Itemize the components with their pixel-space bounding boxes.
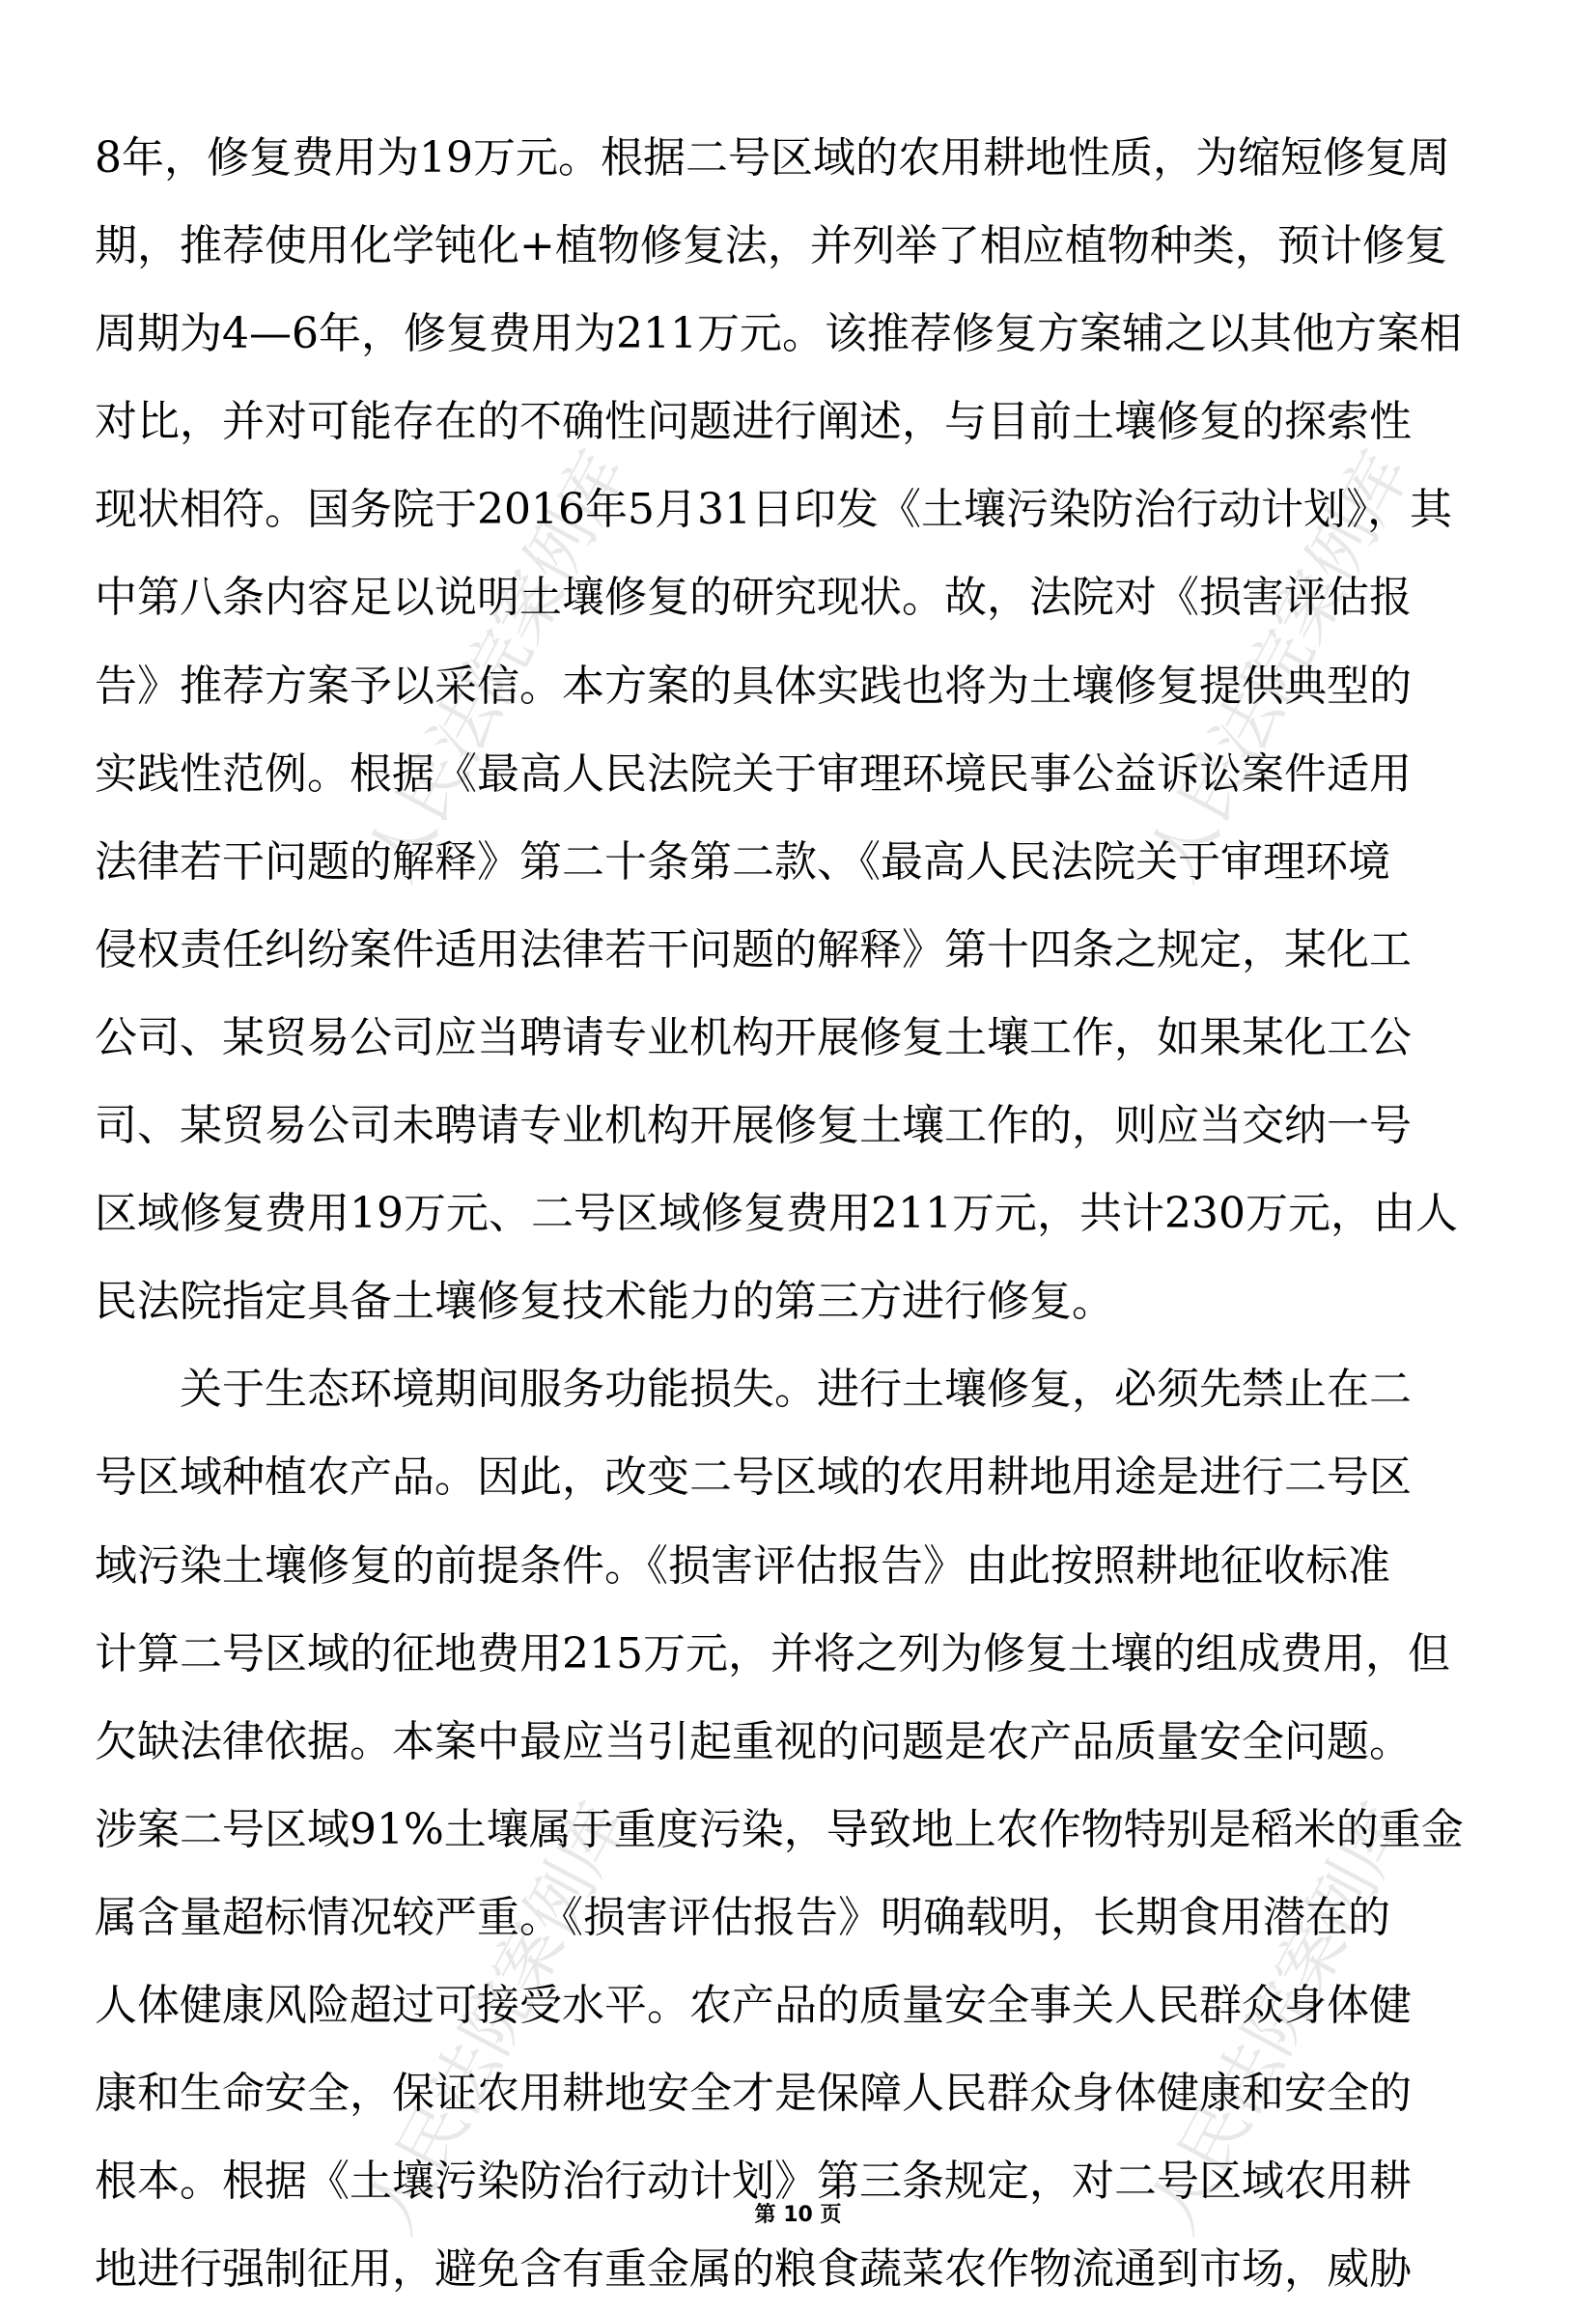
- text-line: 地进行强制征用，避免含有重金属的粮食蔬菜农作物流通到市场，威胁: [95, 2244, 1412, 2295]
- watermark-top-right: 人民法院案例库: [1133, 438, 1425, 894]
- text-line: 周期为4—6年，修复费用为211万元。该推荐修复方案辅之以其他方案相: [95, 309, 1462, 359]
- text-line: 侵权责任纠纷案件适用法律若干问题的解释》第十四条之规定，某化工: [95, 924, 1412, 974]
- text-line: 涉案二号区域91%土壤属于重度污染，导致地上农作物特别是稻米的重金: [95, 1804, 1464, 1854]
- text-line: 期，推荐使用化学钝化+植物修复法，并列举了相应植物种类，预计修复: [95, 221, 1447, 271]
- text-line: 域污染土壤修复的前提条件。《损害评估报告》由此按照耕地征收标准: [95, 1540, 1390, 1591]
- text-line: 关于生态环境期间服务功能损失。进行土壤修复，必须先禁止在二: [95, 1365, 1412, 1415]
- text-line: 区域修复费用19万元、二号区域修复费用211万元，共计230万元，由人: [95, 1189, 1458, 1239]
- text-line: 号区域种植农产品。因此，改变二号区域的农用耕地用途是进行二号区: [95, 1453, 1412, 1503]
- page-number: 第 10 页: [754, 2203, 842, 2227]
- text-line: 中第八条内容足以说明土壤修复的研究现状。故，法院对《损害评估报: [95, 573, 1412, 623]
- text-line: 根本。根据《土壤污染防治行动计划》第三条规定，对二号区域农用耕: [95, 2157, 1412, 2207]
- document-body: [95, 114, 1504, 2313]
- text-line: 法律若干问题的解释》第二十条第二款、《最高人民法院关于审理环境: [95, 836, 1390, 887]
- watermark-top-left: 人民法院案例库: [350, 438, 643, 894]
- text-line: 公司、某贸易公司应当聘请专业机构开展修复土壤工作，如果某化工公: [95, 1012, 1412, 1062]
- text-line: 实践性范例。根据《最高人民法院关于审理环境民事公益诉讼案件适用: [95, 748, 1412, 799]
- text-line: 计算二号区域的征地费用215万元，并将之列为修复土壤的组成费用，但: [95, 1628, 1450, 1678]
- text-line: 告》推荐方案予以采信。本方案的具体实践也将为土壤修复提供典型的: [95, 661, 1412, 711]
- watermark-bottom-right: 人民法院案例库: [1133, 1791, 1425, 2246]
- text-line: 对比，并对可能存在的不确性问题进行阐述，与目前土壤修复的探索性: [95, 397, 1412, 447]
- text-line: 欠缺法律依据。本案中最应当引起重视的问题是农产品质量安全问题。: [95, 1716, 1412, 1766]
- text-line: 民法院指定具备土壤修复技术能力的第三方进行修复。: [95, 1277, 1114, 1327]
- text-line: 人体健康风险超过可接受水平。农产品的质量安全事关人民群众身体健: [95, 1980, 1412, 2030]
- text-line: 司、某贸易公司未聘请专业机构开展修复土壤工作的，则应当交纳一号: [95, 1101, 1412, 1151]
- text-line: 8年，修复费用为19万元。根据二号区域的农用耕地性质，为缩短修复周: [95, 133, 1450, 183]
- text-line: 属含量超标情况较严重。《损害评估报告》明确载明，长期食用潜在的: [95, 1892, 1390, 1942]
- text-line: 现状相符。国务院于2016年5月31日印发《土壤污染防治行动计划》，其: [95, 485, 1452, 535]
- watermark-bottom-left: 人民法院案例库: [350, 1791, 643, 2246]
- text-line: 康和生命安全，保证农用耕地安全才是保障人民群众身体健康和安全的: [95, 2069, 1412, 2119]
